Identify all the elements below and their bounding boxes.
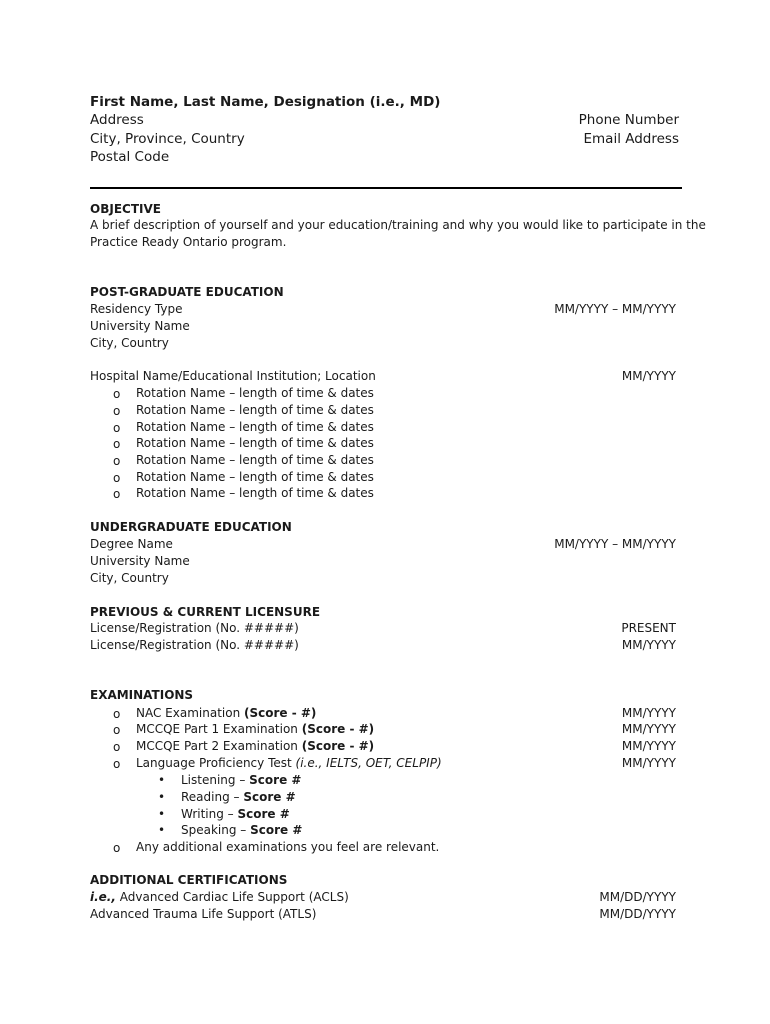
rotation-item: Rotation Name – length of time & dates — [136, 486, 374, 500]
exam-score: (Score - #) — [244, 706, 317, 720]
undergrad-university: University Name — [90, 554, 190, 568]
cert-ie: i.e., — [90, 890, 116, 904]
exam-label: MCCQE Part 1 Examination — [136, 722, 302, 736]
exam-date: MM/YYYY — [621, 739, 676, 753]
address: Address — [90, 112, 144, 128]
exam-date: MM/YYYY — [621, 706, 676, 720]
postgrad-city: City, Country — [90, 336, 169, 350]
license-item: License/Registration (No. #####) — [90, 638, 299, 652]
hollow-bullet-icon: o — [113, 487, 121, 501]
filled-bullet-icon: • — [158, 773, 166, 787]
exam-score: (Score - #) — [301, 739, 375, 753]
sub-score-value: Score # — [237, 807, 290, 821]
license-item: License/Registration (No. #####) — [90, 621, 299, 635]
undergrad-heading: UNDERGRADUATE EDUCATION — [90, 520, 292, 534]
exam-score: (Score - #) — [301, 722, 375, 736]
rotation-item: Rotation Name – length of time & dates — [136, 436, 374, 450]
hollow-bullet-icon: o — [113, 723, 121, 737]
hollow-bullet-icon: o — [113, 707, 121, 721]
postgrad-dates: MM/YYYY – MM/YYYY — [554, 302, 676, 316]
sub-score-value: Score # — [250, 823, 303, 837]
residency-type: Residency Type — [90, 302, 183, 316]
licensure-heading: PREVIOUS & CURRENT LICENSURE — [90, 605, 321, 619]
hollow-bullet-icon: o — [113, 740, 121, 754]
hollow-bullet-icon: o — [113, 421, 121, 435]
cert-acls — [90, 890, 349, 904]
sub-label: Writing – — [181, 807, 238, 821]
rotation-item: Rotation Name – length of time & dates — [136, 386, 374, 400]
postgrad-university: University Name — [90, 319, 190, 333]
exam-date: MM/YYYY — [621, 722, 676, 736]
filled-bullet-icon: • — [158, 823, 166, 837]
hollow-bullet-icon: o — [113, 841, 121, 855]
hollow-bullet-icon: o — [113, 404, 121, 418]
sub-score — [181, 773, 301, 787]
sub-label: Reading – — [181, 790, 244, 804]
cert-date: MM/DD/YYYY — [599, 890, 676, 904]
rotation-item: Rotation Name – length of time & dates — [136, 403, 374, 417]
hollow-bullet-icon: o — [113, 437, 121, 451]
exam-mccqe2 — [136, 739, 374, 753]
cert-date: MM/DD/YYYY — [599, 907, 676, 921]
rotation-item: Rotation Name – length of time & dates — [136, 453, 374, 467]
hospital-name: Hospital Name/Educational Institution; Location — [90, 369, 376, 383]
exam-nac — [136, 706, 316, 720]
email-address: Email Address — [583, 131, 679, 147]
exam-label: NAC Examination — [136, 706, 244, 720]
exam-label: Language Proficiency Test — [136, 756, 296, 770]
sub-label: Listening – — [181, 773, 250, 787]
rotation-item: Rotation Name – length of time & dates — [136, 420, 374, 434]
license-date: MM/YYYY — [621, 638, 676, 652]
applicant-name: First Name, Last Name, Designation (i.e., MD) — [90, 94, 441, 110]
filled-bullet-icon: • — [158, 790, 166, 804]
hospital-date: MM/YYYY — [621, 369, 676, 383]
header-divider — [90, 187, 682, 189]
sub-score — [181, 823, 302, 837]
sub-score — [181, 790, 296, 804]
sub-score — [181, 807, 290, 821]
exams-heading: EXAMINATIONS — [90, 688, 194, 702]
sub-score-value: Score # — [249, 773, 302, 787]
license-date: PRESENT — [621, 621, 676, 635]
undergrad-city: City, Country — [90, 571, 169, 585]
objective-heading: OBJECTIVE — [90, 202, 161, 216]
exam-additional: Any additional examinations you feel are relevant. — [136, 840, 440, 854]
objective-line-2: Practice Ready Ontario program. — [90, 235, 287, 249]
city-province-country: City, Province, Country — [90, 131, 245, 147]
degree-name: Degree Name — [90, 537, 173, 551]
hollow-bullet-icon: o — [113, 387, 121, 401]
postal-code: Postal Code — [90, 149, 170, 165]
exam-mccqe1 — [136, 722, 374, 736]
filled-bullet-icon: • — [158, 807, 166, 821]
phone-number: Phone Number — [578, 112, 679, 128]
exam-language — [136, 756, 442, 770]
objective-line-1: A brief description of yourself and your education/training and why you would like to participate in the — [90, 218, 706, 232]
exam-label: MCCQE Part 2 Examination — [136, 739, 302, 753]
postgrad-heading: POST-GRADUATE EDUCATION — [90, 285, 284, 299]
sub-score-value: Score # — [243, 790, 296, 804]
rotation-item: Rotation Name – length of time & dates — [136, 470, 374, 484]
sub-label: Speaking – — [181, 823, 251, 837]
exam-date: MM/YYYY — [621, 756, 676, 770]
hollow-bullet-icon: o — [113, 471, 121, 485]
cert-atls: Advanced Trauma Life Support (ATLS) — [90, 907, 317, 921]
exam-examples: (i.e., IELTS, OET, CELPIP) — [295, 756, 442, 770]
hollow-bullet-icon: o — [113, 757, 121, 771]
certs-heading: ADDITIONAL CERTIFICATIONS — [90, 873, 288, 887]
undergrad-dates: MM/YYYY – MM/YYYY — [554, 537, 676, 551]
hollow-bullet-icon: o — [113, 454, 121, 468]
cert-label: Advanced Cardiac Life Support (ACLS) — [115, 890, 349, 904]
